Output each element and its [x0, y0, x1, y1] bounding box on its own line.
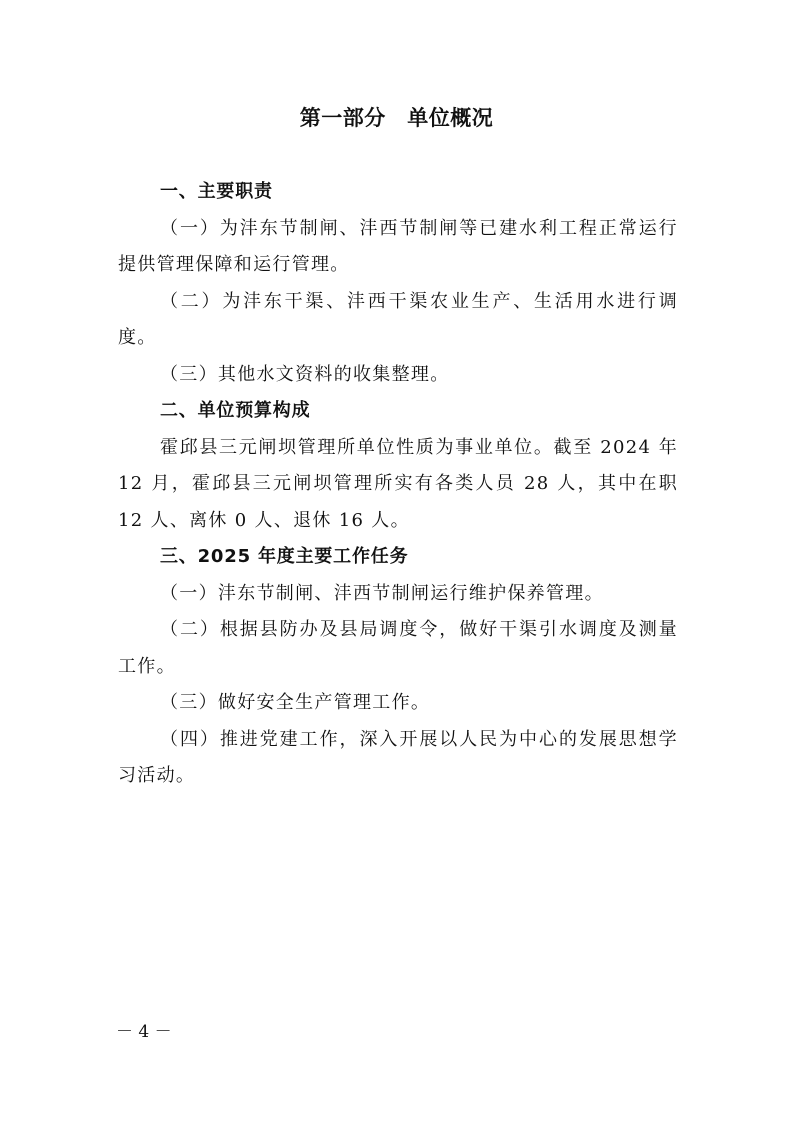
duty-paragraph-2: （二）为沣东干渠、沣西干渠农业生产、生活用水进行调度。 — [118, 290, 678, 348]
section-heading-duties: 一、主要职责 — [160, 181, 273, 202]
work-task-paragraph-4: （四）推进党建工作，深入开展以人民为中心的发展思想学习活动。 — [118, 728, 678, 786]
budget-composition-paragraph: 霍邱县三元闸坝管理所单位性质为事业单位。截至 2024 年 12 月，霍邱县三元闸坝管理所实有各类人员 28 人，其中在职 12 人、离休 0 人、退休 16 人。 — [118, 436, 678, 531]
page-number: － 4 － — [116, 1022, 172, 1042]
document-body — [118, 174, 678, 795]
duty-paragraph-3: （三）其他水文资料的收集整理。 — [160, 363, 450, 385]
section-heading-work-tasks: 三、2025 年度主要工作任务 — [160, 546, 409, 567]
work-task-paragraph-2: （二）根据县防办及县局调度令，做好干渠引水调度及测量工作。 — [118, 619, 678, 677]
duty-paragraph-1: （一）为沣东节制闸、沣西节制闸等已建水利工程正常运行提供管理保障和运行管理。 — [118, 217, 678, 275]
page-title: 第一部分 单位概况 — [299, 106, 494, 130]
section-heading-budget-composition: 二、单位预算构成 — [160, 400, 311, 421]
work-task-paragraph-3: （三）做好安全生产管理工作。 — [160, 692, 431, 713]
work-task-paragraph-1: （一）沣东节制闸、沣西节制闸运行维护保养管理。 — [160, 582, 604, 604]
